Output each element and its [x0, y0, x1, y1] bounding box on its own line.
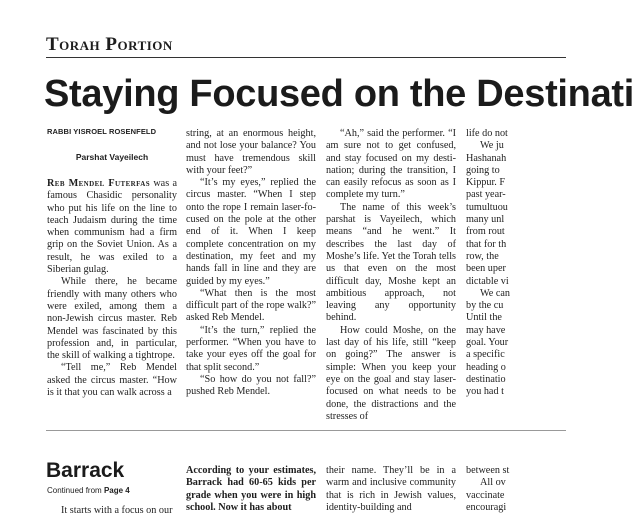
- column-line: going to: [466, 164, 500, 176]
- continued-page: Page 4: [103, 486, 130, 495]
- column-line: by the cu: [466, 300, 504, 312]
- column-line: We ju: [480, 140, 504, 152]
- continued-from-note: [47, 486, 130, 495]
- column-line: We can: [480, 287, 511, 299]
- article-column-4: [466, 128, 596, 399]
- column-line: Until the: [466, 312, 502, 324]
- article-column-3: [326, 128, 456, 423]
- barrack-headline: Barrack: [46, 459, 125, 482]
- lead-in: Reb Mendel Futerfas: [47, 178, 151, 189]
- column-line: been uper: [466, 263, 506, 275]
- article-headline: Staying Focused on the Destinati: [44, 73, 634, 115]
- article-paragraph: The name of this week’s parshat is Vayeilech, which means “and he went.” It describes the last day of Moshe’s life. Yet the Torah tells us that even on the most difficult day, Moshe kept an ambitious approach, not leaving any opportunity behind.: [326, 201, 456, 324]
- column-line: between st: [466, 465, 510, 476]
- column-line: destinatio: [466, 373, 506, 385]
- paragraph-text: was a famous Chasidic personality who put his life on the line to teach Judaism during the time when communism had a firm grip on the Soviet Union. As a result, he was exiled to a Siberian gulag.: [47, 178, 177, 276]
- column-line: dictable vi: [466, 275, 509, 287]
- column-line: many unl: [466, 214, 505, 226]
- barrack-column-3: [326, 465, 456, 514]
- column-line: tumultuou: [466, 201, 508, 213]
- barrack-column-4: [466, 465, 596, 514]
- column-line: goal. Your: [466, 337, 509, 349]
- article-divider: [46, 430, 566, 431]
- section-heading: Torah Portion: [46, 34, 173, 55]
- article-paragraph: According to your estimates, Barrack had 60-65 kids per grade when you were in high school. Now it has about: [186, 465, 316, 513]
- article-paragraph: string, at an enormous height, and not lose your balance? You must have tremendous skill with your feet?”: [186, 128, 316, 176]
- article-paragraph: “It’s my eyes,” replied the circus master. “When I step onto the rope I remain laser-focused on the pole at the other end of it. When I keep complete concentration on my destination, my feet and my hands fall in line and they are guided by my eyes.”: [186, 177, 316, 287]
- column-line: vaccinate: [466, 489, 505, 501]
- article-paragraph: their name. They’ll be in a warm and inclusive community that is rich in Jewish values, identity-building and: [326, 465, 456, 513]
- article-paragraph: “Ah,” said the performer. “I am sure not to get confused, and stay focused on my destination; during the transition, I can easily refocus as soon as I complete my turn.”: [326, 128, 456, 201]
- article-column-1: [47, 178, 177, 399]
- barrack-column-1: [47, 505, 177, 517]
- article-column-2: [186, 128, 316, 399]
- column-line: Hashanah: [466, 152, 507, 164]
- column-line: you had t: [466, 386, 504, 398]
- parsha-subtitle: Parshat Vayeilech: [75, 152, 149, 162]
- column-line: a specific: [466, 349, 505, 361]
- article-paragraph: “So how do you not fall?” pushed Reb Mendel.: [186, 373, 316, 398]
- article-paragraph: It starts with a focus on our: [61, 505, 173, 516]
- column-line: that for th: [466, 238, 507, 250]
- section-rule: [46, 57, 566, 58]
- continued-label: Continued from: [47, 486, 102, 495]
- column-line: Kippur. F: [466, 177, 506, 189]
- article-paragraph: [47, 178, 177, 276]
- column-line: life do not: [466, 128, 508, 139]
- column-line: may have: [466, 324, 506, 336]
- column-line: past year-: [466, 189, 506, 201]
- article-paragraph: How could Moshe, on the last day of his life, still “keep on going?” The answer is simple: When you keep your eye on the goal and stay laser-focused on what needs to be done, the distractions and the stresses of: [326, 324, 456, 422]
- article-paragraph: “It’s the turn,” replied the performer. “When you have to take your eyes off the goal for that split second.”: [186, 324, 316, 373]
- author-byline: RABBI YISROEL ROSENFELD: [47, 127, 157, 136]
- article-paragraph: While there, he became friendly with many others who were exiled, among them a non-Jewish circus master. Reb Mendel was fascinated by this profession and, in particular, the skill of walking a tightrope.: [47, 276, 177, 362]
- column-line: All ov: [480, 477, 506, 489]
- article-paragraph: “Tell me,” Reb Mendel asked the circus master. “How is it that you can walk across a: [47, 362, 177, 399]
- column-line: row, the: [466, 250, 499, 262]
- article-paragraph: “What then is the most difficult part of the rope walk?” asked Reb Mendel.: [186, 287, 316, 324]
- barrack-column-2: [186, 465, 316, 514]
- column-line: from rout: [466, 226, 505, 238]
- column-line: heading o: [466, 361, 506, 373]
- column-line: encouragi: [466, 501, 507, 513]
